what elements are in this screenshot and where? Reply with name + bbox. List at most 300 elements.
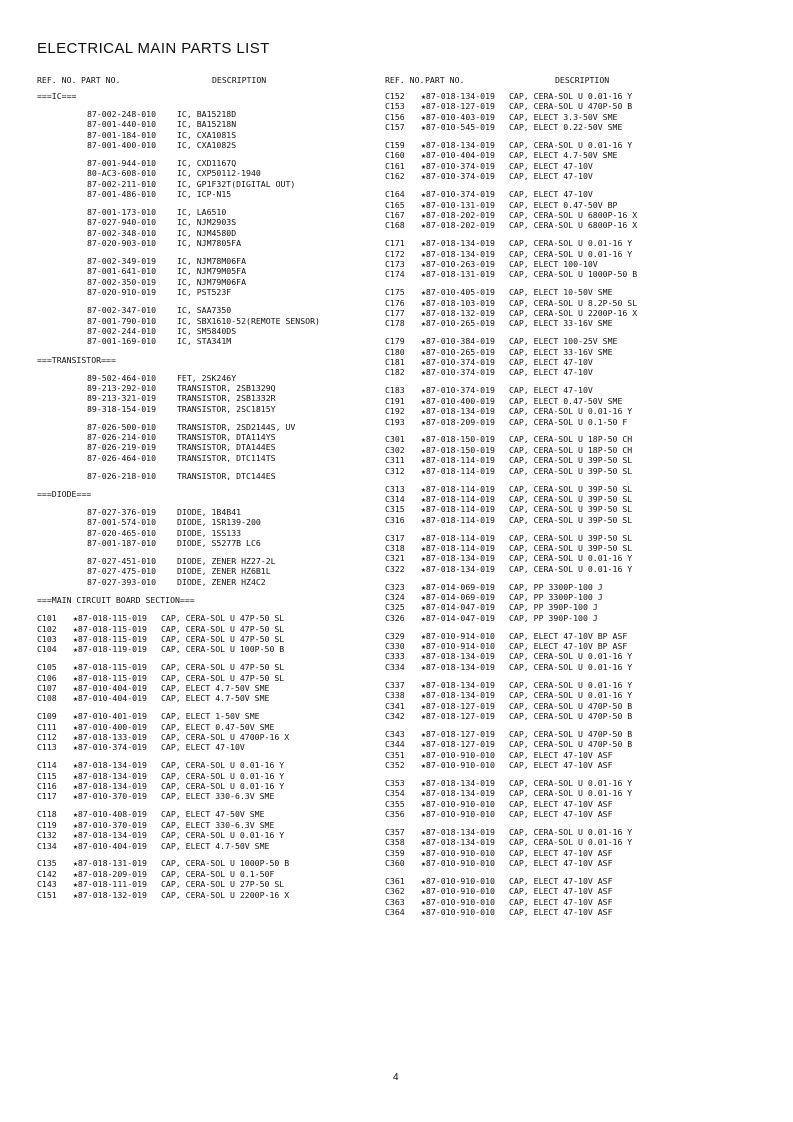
part-description: DIODE, S5277B LC6 [177, 538, 261, 549]
part-number: ★87-018-134-019 [421, 238, 495, 249]
table-row [385, 631, 790, 641]
ref-number: C364 [385, 907, 405, 918]
table-row [385, 417, 790, 427]
ref-number: C362 [385, 886, 405, 897]
part-number: ★87-010-370-019 [73, 819, 147, 830]
table-row [385, 287, 790, 297]
part-description: CAP, CERA-SOL U 0.01-16 Y [509, 140, 633, 151]
part-description: CAP, CERA-SOL U 0.01-16 Y [509, 690, 633, 701]
part-number: ★87-018-209-019 [421, 416, 495, 427]
part-number: ★87-018-133-019 [73, 732, 147, 743]
ref-number: C164 [385, 189, 405, 200]
part-description: CAP, CERA-SOL U 6800P-16 X [509, 220, 638, 231]
part-number: 87-002-244-010 [87, 325, 157, 336]
ref-number: C117 [37, 791, 57, 802]
part-number: ★87-010-265-019 [421, 318, 495, 329]
table-row [37, 256, 362, 266]
ref-number: C337 [385, 679, 405, 690]
part-description: CAP, CERA-SOL U 0.01-16 Y [509, 563, 633, 574]
table-row [37, 238, 362, 248]
part-number: ★87-010-131-019 [421, 199, 495, 210]
table-row [385, 249, 790, 259]
part-description: CAP, CERA-SOL U 39P-50 SL [509, 455, 633, 466]
ref-number: C179 [385, 336, 405, 347]
part-number: 87-001-184-010 [87, 129, 157, 140]
part-number: ★87-010-370-019 [73, 791, 147, 802]
part-number: 87-027-393-010 [87, 576, 157, 587]
part-description: CAP, PP 390P-100 J [509, 602, 598, 613]
part-description: CAP, CERA-SOL U 39P-50 SL [509, 542, 633, 553]
part-description: CAP, CERA-SOL U 47P-50 SL [161, 613, 285, 624]
table-row [385, 455, 790, 465]
table-row [37, 383, 362, 393]
table-row [385, 318, 790, 328]
part-no-header: PART NO. [425, 75, 465, 85]
part-number: 87-002-350-019 [87, 276, 157, 287]
part-description: CAP, ELECT 47-10V BP ASF [509, 630, 628, 641]
table-row [385, 564, 790, 574]
part-description: CAP, ELECT 47-10V [509, 189, 593, 200]
part-description: CAP, CERA-SOL U 0.1-50F [161, 868, 275, 879]
table-row [37, 207, 362, 217]
table-row [37, 217, 362, 227]
table-row [385, 543, 790, 553]
part-description: TRANSISTOR, DTA144ES [177, 442, 276, 453]
table-row [385, 347, 790, 357]
table-row [385, 122, 790, 132]
part-description: CAP, ELECT 47-10V ASF [509, 858, 613, 869]
part-description: TRANSISTOR, DTA114YS [177, 432, 276, 443]
part-number: ★87-018-134-019 [73, 781, 147, 792]
table-row [385, 434, 790, 444]
table-row [37, 373, 362, 383]
ref-number: C326 [385, 612, 405, 623]
part-number: ★87-018-114-019 [421, 483, 495, 494]
part-description: CAP, PP 3300P-100 J [509, 592, 603, 603]
part-number: ★87-010-910-010 [421, 749, 495, 760]
section-heading: ===DIODE=== [37, 489, 92, 500]
part-description: IC, SBX1610-52(REMOTE SENSOR) [177, 315, 320, 326]
part-description: CAP, CERA-SOL U 2200P-16 X [509, 308, 638, 319]
part-number: ★87-010-405-019 [421, 287, 495, 298]
part-number: ★87-010-263-019 [421, 258, 495, 269]
ref-number: C157 [385, 122, 405, 133]
table-row [37, 404, 362, 414]
part-description: IC, CXD1167Q [177, 157, 237, 168]
part-number: ★87-018-134-019 [421, 406, 495, 417]
part-description: CAP, CERA-SOL U 1000P-50 B [161, 858, 290, 869]
table-row [385, 886, 790, 896]
ref-number: C101 [37, 613, 57, 624]
part-description: TRANSISTOR, 2SB1332R [177, 393, 276, 404]
part-number: ★87-010-265-019 [421, 346, 495, 357]
part-number: ★87-018-114-019 [421, 542, 495, 553]
ref-number: C172 [385, 248, 405, 259]
part-number: ★87-018-202-019 [421, 209, 495, 220]
table-row [37, 336, 362, 346]
part-description: CAP, CERA-SOL U 0.01-16 Y [509, 777, 633, 788]
ref-number: C323 [385, 581, 405, 592]
part-description: CAP, CERA-SOL U 470P-50 B [509, 101, 633, 112]
table-row [37, 890, 362, 900]
part-number: ★87-018-134-019 [421, 837, 495, 848]
part-number: ★87-010-374-019 [421, 171, 495, 182]
part-number: ★87-010-910-010 [421, 858, 495, 869]
part-description: CAP, ELECT 0.47-50V BP [509, 199, 618, 210]
table-row [37, 130, 362, 140]
part-number: ★87-018-119-019 [73, 644, 147, 655]
table-row [385, 140, 790, 150]
part-description: CAP, CERA-SOL U 470P-50 B [509, 710, 633, 721]
page-title: ELECTRICAL MAIN PARTS LIST [37, 40, 270, 57]
ref-number: C352 [385, 759, 405, 770]
table-row [385, 641, 790, 651]
table-row [37, 644, 362, 654]
part-number: 87-002-347-010 [87, 305, 157, 316]
table-row [385, 171, 790, 181]
part-number: ★87-018-114-019 [421, 455, 495, 466]
part-number: ★87-010-545-019 [421, 122, 495, 133]
part-description: CAP, ELECT 4.7-50V SME [161, 693, 270, 704]
part-number: 87-026-214-010 [87, 432, 157, 443]
table-row [385, 269, 790, 279]
part-description: CAP, ELECT 47-10V ASF [509, 809, 613, 820]
part-number: ★87-014-047-019 [421, 612, 495, 623]
part-number: 87-027-475-010 [87, 566, 157, 577]
part-description: IC, NJM7805FA [177, 238, 242, 249]
part-description: CAP, ELECT 47-10V ASF [509, 907, 613, 918]
ref-number: C344 [385, 739, 405, 750]
ref-number: C118 [37, 809, 57, 820]
part-description: IC, NJM78M06FA [177, 256, 247, 267]
part-number: ★87-010-374-019 [421, 189, 495, 200]
table-row [37, 168, 362, 178]
table-row [385, 210, 790, 220]
part-description: CAP, CERA-SOL U 0.01-16 Y [509, 661, 633, 672]
table-row [37, 507, 362, 517]
part-description: IC, NJM2903S [177, 217, 237, 228]
part-number: ★87-018-134-019 [73, 770, 147, 781]
part-number: ★87-014-069-019 [421, 581, 495, 592]
part-number: ★87-018-115-019 [73, 672, 147, 683]
ref-number: C107 [37, 682, 57, 693]
part-number: ★87-010-910-010 [421, 876, 495, 886]
part-number: 87-020-910-019 [87, 287, 157, 298]
part-description: CAP, CERA-SOL U 0.01-16 Y [509, 91, 633, 101]
ref-number: C359 [385, 847, 405, 858]
part-number: ★87-010-400-019 [73, 721, 147, 732]
right-column [385, 73, 790, 918]
table-row [385, 220, 790, 230]
part-number: ★87-010-374-019 [421, 385, 495, 396]
part-number: 87-002-211-010 [87, 178, 157, 189]
part-description: DIODE, ZENER HZ27-2L [177, 556, 276, 567]
part-number: ★87-018-115-019 [73, 623, 147, 634]
ref-number: C355 [385, 798, 405, 809]
table-row [385, 367, 790, 377]
part-number: ★87-018-115-019 [73, 633, 147, 644]
ref-number: C160 [385, 150, 405, 161]
table-row [385, 308, 790, 318]
part-description: IC, SAA7350 [177, 305, 232, 316]
table-row [37, 119, 362, 129]
part-number: ★87-018-111-019 [73, 879, 147, 890]
ref-number: C313 [385, 483, 405, 494]
part-number: ★87-010-374-019 [421, 160, 495, 171]
table-row [385, 809, 790, 819]
part-description: CAP, ELECT 47-10V [509, 160, 593, 171]
part-description: CAP, CERA-SOL U 18P-50 CH [509, 434, 633, 445]
ref-number: C182 [385, 367, 405, 378]
table-row [385, 385, 790, 395]
table-row [385, 396, 790, 406]
part-description: CAP, ELECT 47-10V ASF [509, 876, 613, 886]
table-row [385, 827, 790, 837]
part-description: IC, GP1F32T(DIGITAL OUT) [177, 178, 296, 189]
part-description: IC, CXA1081S [177, 129, 237, 140]
table-row [37, 326, 362, 336]
part-number: 87-026-464-010 [87, 452, 157, 463]
part-number: ★87-018-114-019 [421, 504, 495, 515]
part-number: ★87-018-131-019 [421, 269, 495, 280]
ref-number: C109 [37, 711, 57, 722]
table-row [385, 760, 790, 770]
ref-no-header: REF. NO. [385, 75, 425, 85]
part-number: 87-001-187-010 [87, 538, 157, 549]
ref-number: C311 [385, 455, 405, 466]
part-description: CAP, ELECT 47-10V ASF [509, 886, 613, 897]
ref-number: C112 [37, 732, 57, 743]
part-number: ★87-010-910-010 [421, 809, 495, 820]
table-row [37, 634, 362, 644]
ref-number: C161 [385, 160, 405, 171]
part-description: CAP, ELECT 0.47-50V SME [509, 395, 623, 406]
table-row [385, 680, 790, 690]
part-number: ★87-018-134-019 [421, 248, 495, 259]
part-description: CAP, ELECT 47-10V [509, 171, 593, 182]
part-description: FET, 2SK246Y [177, 372, 237, 383]
table-row [37, 393, 362, 403]
part-description: CAP, CERA-SOL U 470P-50 B [509, 700, 633, 711]
table-row [37, 722, 362, 732]
table-row [385, 778, 790, 788]
part-description: CAP, ELECT 47-10V ASF [509, 847, 613, 858]
part-number: ★87-018-134-019 [73, 760, 147, 771]
section-heading: ===IC=== [37, 91, 77, 101]
ref-number: C192 [385, 406, 405, 417]
ref-number: C175 [385, 287, 405, 298]
part-number: ★87-018-127-019 [421, 700, 495, 711]
part-number: 87-002-348-010 [87, 227, 157, 238]
part-number: ★87-010-914-010 [421, 641, 495, 652]
part-number: ★87-010-374-019 [73, 742, 147, 753]
part-description: DIODE, 1B4B41 [177, 507, 242, 517]
ref-number: C334 [385, 661, 405, 672]
part-number: 80-AC3-608-010 [87, 168, 157, 179]
table-row [385, 613, 790, 623]
table-row [37, 158, 362, 168]
part-description: CAP, CERA-SOL U 39P-50 SL [509, 532, 633, 543]
part-number: ★87-018-114-019 [421, 465, 495, 476]
part-number: ★87-018-150-019 [421, 444, 495, 455]
table-row [37, 791, 362, 801]
section-heading: ===TRANSISTOR=== [37, 354, 116, 365]
part-number: ★87-010-910-010 [421, 798, 495, 809]
ref-number: C333 [385, 651, 405, 662]
part-number: 89-213-292-010 [87, 382, 157, 393]
part-number: 89-318-154-019 [87, 403, 157, 414]
part-description: CAP, PP 390P-100 J [509, 612, 598, 623]
part-description: CAP, CERA-SOL U 39P-50 SL [509, 514, 633, 525]
part-number: ★87-018-134-019 [421, 91, 495, 101]
table-row [385, 466, 790, 476]
table-row [385, 690, 790, 700]
table-row [385, 907, 790, 917]
ref-number: C356 [385, 809, 405, 820]
part-number: ★87-018-150-019 [421, 434, 495, 445]
part-description: CAP, CERA-SOL U 100P-50 B [161, 644, 285, 655]
part-description: CAP, ELECT 47-10V [161, 742, 245, 753]
table-row [385, 161, 790, 171]
part-number: ★87-018-103-019 [421, 297, 495, 308]
part-number: ★87-018-134-019 [421, 826, 495, 837]
part-description: IC, CXP50112-1940 [177, 168, 261, 179]
part-description: IC, SM5840DS [177, 325, 237, 336]
table-row [37, 781, 362, 791]
part-number: ★87-010-404-019 [73, 682, 147, 693]
ref-number: C181 [385, 357, 405, 368]
part-number: 87-026-218-010 [87, 470, 157, 481]
part-description: DIODE, ZENER HZ4C2 [177, 576, 266, 587]
table-row [385, 91, 790, 101]
part-number: 87-001-169-010 [87, 336, 157, 347]
table-row [37, 809, 362, 819]
part-description: CAP, ELECT 100-25V SME [509, 336, 618, 347]
part-description: IC, ICP-N15 [177, 189, 232, 200]
part-description: CAP, ELECT 10-50V SME [509, 287, 613, 298]
part-description: CAP, ELECT 0.22-50V SME [509, 122, 623, 133]
part-number: ★87-010-910-010 [421, 759, 495, 770]
part-number: ★87-018-114-019 [421, 532, 495, 543]
ref-number: C176 [385, 297, 405, 308]
table-row [385, 592, 790, 602]
table-row [37, 869, 362, 879]
table-row [385, 876, 790, 886]
part-number: ★87-018-132-019 [421, 308, 495, 319]
page-number: 4 [393, 1072, 399, 1083]
ref-number: C103 [37, 633, 57, 644]
table-row [385, 200, 790, 210]
table-row [37, 528, 362, 538]
part-description: CAP, ELECT 47-10V ASF [509, 759, 613, 770]
ref-number: C302 [385, 444, 405, 455]
ref-number: C351 [385, 749, 405, 760]
table-row [385, 582, 790, 592]
table-row [37, 189, 362, 199]
description-header: DESCRIPTION [212, 75, 267, 85]
table-row [37, 432, 362, 442]
part-description: TRANSISTOR, DTC144ES [177, 470, 276, 481]
part-number: 87-020-903-010 [87, 238, 157, 249]
table-row [385, 848, 790, 858]
ref-number: C193 [385, 416, 405, 427]
table-row [37, 556, 362, 566]
table-row [37, 228, 362, 238]
ref-number: C174 [385, 269, 405, 280]
part-description: CAP, CERA-SOL U 0.1-50 F [509, 416, 628, 427]
part-description: DIODE, 1SR139-200 [177, 517, 261, 528]
ref-number: C114 [37, 760, 57, 771]
part-description: CAP, ELECT 0.47-50V SME [161, 721, 275, 732]
ref-number: C358 [385, 837, 405, 848]
ref-number: C312 [385, 465, 405, 476]
part-number: 87-001-486-010 [87, 189, 157, 200]
ref-number: C178 [385, 318, 405, 329]
ref-number: C162 [385, 171, 405, 182]
part-description: CAP, CERA-SOL U 0.01-16 Y [161, 830, 285, 841]
part-number: ★87-018-134-019 [421, 661, 495, 672]
part-description: IC, CXA1082S [177, 140, 237, 151]
part-number: ★87-010-910-010 [421, 886, 495, 897]
table-row [385, 515, 790, 525]
ref-number: C142 [37, 868, 57, 879]
table-row [37, 879, 362, 889]
part-description: CAP, CERA-SOL U 47P-50 SL [161, 623, 285, 634]
table-row [37, 841, 362, 851]
part-description: CAP, ELECT 3.3-50V SME [509, 111, 618, 122]
part-description: CAP, CERA-SOL U 0.01-16 Y [161, 760, 285, 771]
part-number: 87-002-248-010 [87, 108, 157, 119]
ref-number: C191 [385, 395, 405, 406]
ref-number: C143 [37, 879, 57, 890]
ref-number: C180 [385, 346, 405, 357]
table-row [37, 471, 362, 481]
part-description: CAP, CERA-SOL U 39P-50 SL [509, 483, 633, 494]
part-number: ★87-018-134-019 [421, 679, 495, 690]
table-row [385, 553, 790, 563]
ref-number: C173 [385, 258, 405, 269]
part-number: ★87-018-114-019 [421, 514, 495, 525]
part-number: ★87-010-910-010 [421, 847, 495, 858]
table-row [37, 693, 362, 703]
part-description: CAP, ELECT 1-50V SME [161, 711, 260, 722]
table-row [37, 830, 362, 840]
table-row [37, 287, 362, 297]
ref-number: C361 [385, 876, 405, 886]
part-description: CAP, CERA-SOL U 0.01-16 Y [509, 826, 633, 837]
ref-number: C105 [37, 662, 57, 673]
part-description: CAP, ELECT 100-10V [509, 258, 598, 269]
part-number: ★87-018-134-019 [421, 553, 495, 564]
ref-number: C152 [385, 91, 405, 101]
ref-number: C314 [385, 493, 405, 504]
part-number: ★87-010-408-019 [73, 809, 147, 820]
ref-number: C342 [385, 710, 405, 721]
part-number: 87-002-349-019 [87, 256, 157, 267]
ref-number: C322 [385, 563, 405, 574]
ref-number: C116 [37, 781, 57, 792]
part-description: CAP, CERA-SOL U 0.01-16 Y [509, 406, 633, 417]
table-row [385, 533, 790, 543]
part-number: 87-001-944-010 [87, 157, 157, 168]
part-number: 87-026-500-010 [87, 421, 157, 432]
left-parts-list [37, 91, 362, 900]
part-number: ★87-018-134-019 [421, 788, 495, 799]
ref-number: C168 [385, 220, 405, 231]
table-row [37, 109, 362, 119]
part-description: IC, LA6510 [177, 207, 227, 218]
part-description: IC, NJM79M06FA [177, 276, 247, 287]
